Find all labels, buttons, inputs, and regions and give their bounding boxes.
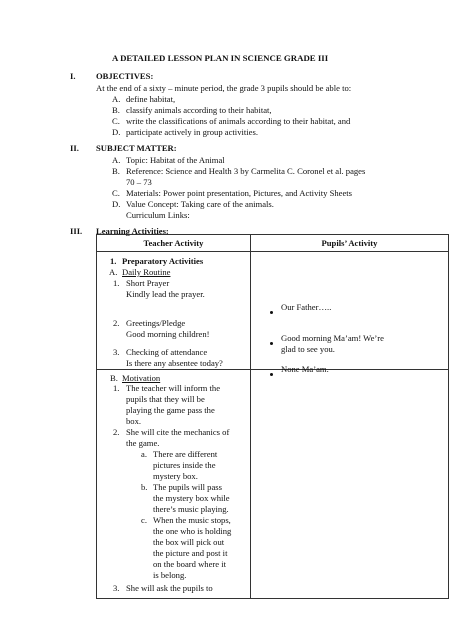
mechanic-line: is belong. — [153, 570, 187, 580]
motivation-step-line: box. — [126, 416, 142, 426]
objective-text: classify animals according to their habitat, — [126, 105, 272, 115]
mechanic-line: When the music stops, — [153, 515, 231, 525]
mechanic-line: the picture and post it — [153, 548, 228, 558]
pupils-cell — [251, 252, 449, 374]
objective-text: define habitat, — [126, 94, 176, 104]
table-row — [97, 252, 449, 370]
pupils-cell-empty — [251, 370, 449, 599]
motivation-step-num: 2. — [113, 427, 120, 437]
objective-text: write the classifications of animals according to their habitat, and — [126, 116, 351, 126]
step-title: Short Prayer — [126, 278, 170, 288]
objective-text: participate actively in group activities. — [126, 127, 258, 137]
subject-text: Value Concept: Taking care of the animals. — [126, 199, 274, 209]
step-line: Is there any absentee today? — [126, 358, 223, 368]
response-text: Our Father….. — [281, 302, 332, 312]
subject-text: Reference: Science and Health 3 by Carmelita C. Coronel et al. pages — [126, 166, 366, 176]
motivation-step-num: 3. — [113, 583, 120, 593]
objective-letter: C. — [112, 116, 120, 126]
teacher-cell — [97, 252, 251, 370]
document-title: A DETAILED LESSON PLAN IN SCIENCE GRADE III — [112, 53, 329, 63]
prep-num: 1. — [110, 256, 117, 266]
learning-activities-table — [96, 234, 449, 599]
subject-letter: B. — [112, 166, 120, 176]
motivation-step-line: playing the game pass the — [126, 405, 215, 415]
objectives-intro: At the end of a sixty – minute period, the grade 3 pupils should be able to: — [96, 83, 352, 93]
step-num: 1. — [113, 278, 120, 288]
step-line: Kindly lead the prayer. — [126, 289, 205, 299]
subject-letter: A. — [112, 155, 121, 165]
header-teacher — [97, 235, 251, 252]
routine-letter: A. — [109, 267, 118, 277]
mechanic-letter: c. — [141, 515, 147, 525]
curriculum-links: Curriculum Links: — [126, 210, 190, 220]
objective-letter: A. — [112, 94, 121, 104]
learning-numeral: III. — [70, 226, 83, 236]
mechanic-line: the mystery box while — [153, 493, 230, 503]
header-pupils — [251, 235, 449, 252]
step-num: 2. — [113, 318, 120, 328]
motivation-step-line: She will ask the pupils to — [126, 583, 213, 593]
motivation-title: Motivation — [122, 373, 161, 383]
response-text-cont: glad to see you. — [281, 344, 335, 354]
subject-text: Topic: Habitat of the Animal — [126, 155, 225, 165]
mechanic-line: the one who is holding — [153, 526, 232, 536]
mechanic-line: there’s music playing. — [153, 504, 229, 514]
mechanic-line: The pupils will pass — [153, 482, 222, 492]
mechanic-letter: a. — [141, 449, 147, 459]
response-bullet-icon — [270, 337, 279, 348]
table-header-row — [97, 235, 449, 252]
learning-heading: Learning Activities: — [96, 226, 169, 236]
step-title: Greetings/Pledge — [126, 318, 186, 328]
response-text: Good morning Ma’am! We’re — [281, 333, 384, 343]
mechanic-letter: b. — [141, 482, 148, 492]
objective-letter: B. — [112, 105, 120, 115]
mechanic-line: the box will pick out — [153, 537, 225, 547]
motivation-step-line: The teacher will inform the — [126, 383, 221, 393]
step-num: 3. — [113, 347, 120, 357]
routine-title: Daily Routine — [122, 267, 171, 277]
teacher-cell — [97, 370, 251, 599]
subject-letter: C. — [112, 188, 120, 198]
col-teacher-label: Teacher Activity — [143, 237, 204, 248]
motivation-step-num: 1. — [113, 383, 120, 393]
subject-text-cont: 70 – 73 — [126, 177, 152, 187]
mechanic-line: pictures inside the — [153, 460, 216, 470]
step-line: Good morning children! — [126, 329, 210, 339]
col-pupils-label: Pupils’ Activity — [321, 237, 378, 248]
subject-text: Materials: Power point presentation, Pictures, and Activity Sheets — [126, 188, 353, 198]
objectives-heading: OBJECTIVES: — [96, 71, 154, 81]
motivation-step-line: the game. — [126, 438, 160, 448]
response-bullet-icon — [270, 306, 279, 317]
motivation-letter: B. — [110, 373, 118, 383]
step-title: Checking of attendance — [126, 347, 208, 357]
prep-title: Preparatory Activities — [122, 256, 204, 266]
motivation-step-line: pupils that they will be — [126, 394, 205, 404]
subject-heading: SUBJECT MATTER: — [96, 143, 177, 153]
response-text: None Ma’am. — [281, 364, 329, 374]
mechanic-line: mystery box. — [153, 471, 198, 481]
objectives-numeral: I. — [70, 71, 76, 81]
subject-numeral: II. — [70, 143, 79, 153]
response-bullet-icon — [270, 368, 279, 379]
mechanic-line: There are different — [153, 449, 218, 459]
objective-letter: D. — [112, 127, 121, 137]
subject-letter: D. — [112, 199, 121, 209]
mechanic-line: on the board where it — [153, 559, 227, 569]
motivation-step-line: She will cite the mechanics of — [126, 427, 230, 437]
table-row — [97, 370, 449, 599]
